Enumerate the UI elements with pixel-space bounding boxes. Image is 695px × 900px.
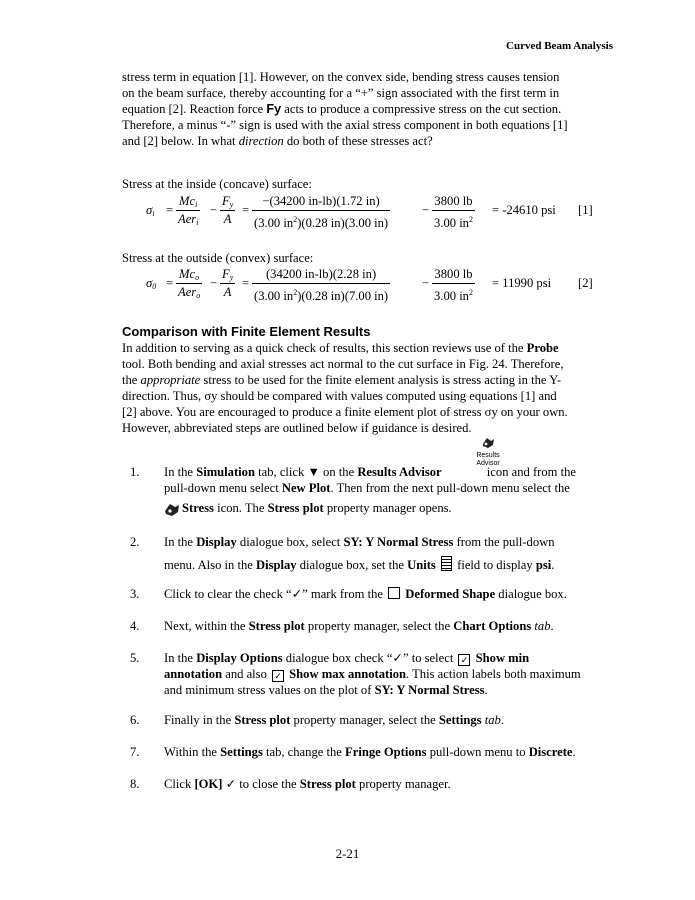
eq2-frac3: (34200 in-lb)(2.28 in) (3.00 $in^2)(0.28$ in)(7.00 in) xyxy=(254,267,389,303)
eq2-label: Stress at the outside (convex) surface: xyxy=(122,251,314,265)
intro-line-3-a: equation [2]. Reaction force xyxy=(122,102,267,116)
results-advisor-label-top: Results xyxy=(476,452,500,459)
section-line-5: [2] above. You are encouraged to produce a finite element plot of stress σy on your own. xyxy=(122,405,568,419)
eq1-frac4: 3800 lb 3.00 $in^2$ xyxy=(434,194,473,230)
section-title: Comparison with Finite Element Results xyxy=(122,324,371,339)
intro-line-5-b: do both of these stresses act? xyxy=(283,134,433,148)
eq2-frac4: 3800 lb 3.00 $in^2$ xyxy=(434,267,473,303)
eq2-frac1: $Mc_o$ Aer$_o$ xyxy=(178,267,201,300)
intro-line-3-b: acts to produce a compressive stress on the cut section. xyxy=(281,102,562,116)
intro-line-2: on the beam surface, thereby accounting for a “+” sign associated with the first term in xyxy=(122,86,560,100)
eq2-result: = 11990 psi xyxy=(492,276,552,290)
eq1-frac3: −(34200 in-lb)(1.72 in) (3.00 $in^2)(0.28$ in)(3.00 in) xyxy=(254,194,389,230)
eq1-frac1: $Mc_i$ Aer$_i$ xyxy=(178,194,199,227)
eq2-frac2: $F_y$ A xyxy=(222,267,234,299)
results-advisor-label-bottom: Advisor xyxy=(476,460,500,467)
eq1-frac2: $F_y$ A xyxy=(222,194,234,226)
show-max-checkbox[interactable]: ✓ xyxy=(272,670,284,682)
eq1-sigma: $\sigma_i$ xyxy=(146,203,155,218)
section-line-1: In addition to serving as a quick check of results, this section reviews use of the Probe xyxy=(122,341,559,355)
fy-term: Fy xyxy=(266,102,282,116)
intro-line-3 xyxy=(122,101,600,117)
intro-line-1: stress term in equation [1]. However, on the convex side, bending stress causes tension xyxy=(122,70,560,84)
intro-line-4: Therefore, a minus “-” sign is used with the axial stress component in both equations [1] xyxy=(122,118,568,132)
section-line-4: direction. Thus, σy should be compared with values computed using equations [1] and xyxy=(122,389,557,403)
deformed-shape-checkbox[interactable] xyxy=(388,587,400,599)
section-line-3: the appropriate stress to be used for the finite element analysis is stress acting in the Y- xyxy=(122,373,562,387)
equation-2: $\sigma_0$ = $Mc_o$ Aer$_o$ − $F_y$ A = (34200 in-lb)(2.28 in) (3.00 $in^2)(0.28$ in)(7.00 in) − 3800 lb 3.00 $in^2$ = 11990 psi [2] xyxy=(146,267,593,303)
intro-paragraph xyxy=(122,69,600,149)
eq2-sigma: $\sigma_0$ xyxy=(146,276,157,291)
ok-button[interactable]: [OK] xyxy=(194,777,223,791)
eq1-result: = -24610 psi xyxy=(492,203,556,217)
results-advisor-glyph-icon xyxy=(481,437,495,449)
section-line-2: tool. Both bending and axial stresses act normal to the cut surface in Fig. 24. Therefore, xyxy=(122,357,564,371)
units-icon[interactable] xyxy=(441,556,452,571)
eq1-label: Stress at the inside (concave) surface: xyxy=(122,177,312,191)
page-header: Curved Beam Analysis xyxy=(506,40,613,52)
probe-term: Probe xyxy=(526,341,559,355)
intro-line-5 xyxy=(122,133,600,149)
section-line-6: However, abbreviated steps are outlined below if guidance is desired. xyxy=(122,421,472,435)
show-min-checkbox[interactable]: ✓ xyxy=(458,654,470,666)
page-number: 2-21 xyxy=(335,846,360,861)
eq1-number: [1] xyxy=(578,203,593,217)
direction-word: direction xyxy=(238,134,284,148)
intro-line-5-a: and [2] below. In what xyxy=(122,134,239,148)
eq2-number: [2] xyxy=(578,276,593,290)
equation-1: $\sigma_i$ = $Mc_i$ Aer$_i$ − $F_y$ A = −(34200 in-lb)(1.72 in) (3.00 $in^2)(0.28$ in)(3.00 in) − 3800 lb 3.00 $in^2$ = -24610 psi [1] xyxy=(146,194,593,230)
section-paragraph xyxy=(122,340,600,436)
